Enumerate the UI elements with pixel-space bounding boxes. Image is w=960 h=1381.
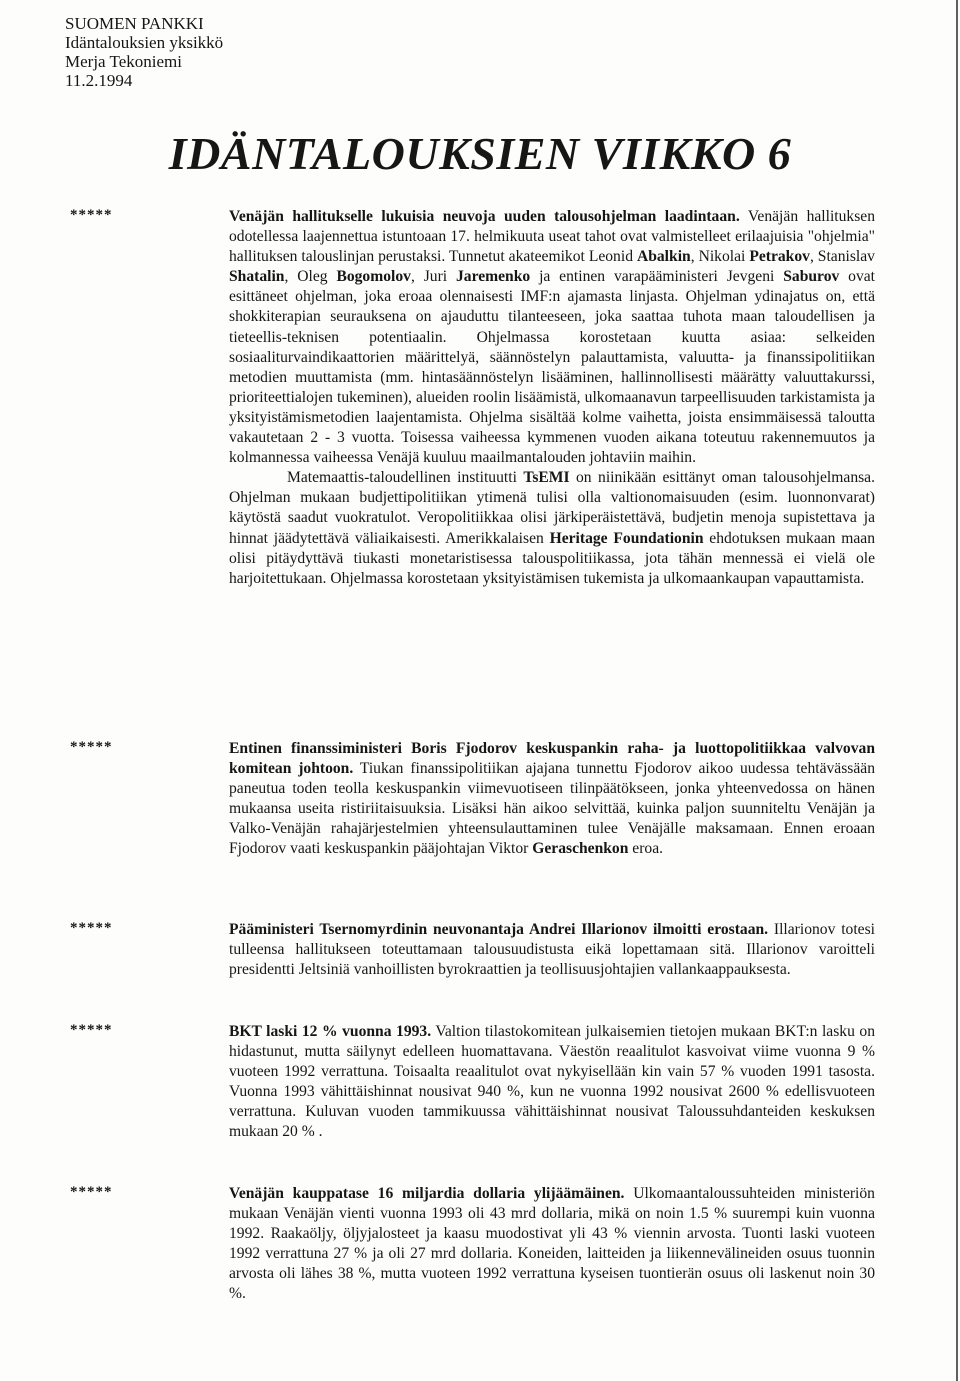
bold-name: Jaremenko [455,268,531,286]
article-headline: Entinen finanssiministeri Boris Fjodorov keskuspankin raha- ja luottopolitiikkaa valvovan komitean johtoon. [229,740,875,778]
article-paragraph [229,1022,875,1143]
article-headline: Pääministeri Tsernomyrdinin neuvonantaja Andrei Illarionov ilmoitti erostaan. [229,921,769,938]
article-headline: BKT laski 12 % vuonna 1993. [229,1023,432,1040]
scan-edge [956,0,958,1381]
org-name: SUOMEN PANKKI [65,14,204,33]
article-text: , Juri [410,268,456,286]
article-text: Venäjän hallituksen odotellessa laajennettua istuntoaan 17. helmikuuta useat tahot ovat valmistelleet erilaajuisia "ohjelmia" hallituksen talouslinjan perustaksi. Tunnetut akateemikot Leonid [229,208,875,266]
article-text: Tiukan finanssipolitiikan ajajana tunnettu Fjodorov aikoo uudessa tehtävässään paneutua toden teolla keskuspankin viimevuotiseen tilinpäätökseen, jonka yhteenvedossa on hänen mukaansa useita ristiriitaisuuksia. Lisäksi hän aikoo selvittää, kuinka paljon suunniteltu Venäjän ja Valko-Venäjän rahajärjestelmien yhteensulauttaminen tulee Venäjälle maksamaan. Ennen eroaan Fjodorov vaati keskuspankin pääjohtajan Viktor [229,760,876,858]
article-text: , Oleg [284,268,337,286]
article-text: ovat esittäneet ohjelman, joka eroaa olennaisesti IMF:n ajamasta linjasta. Ohjelman ydinajatus on, että shokkiterapian seurauksena on ajauduttu tilanteeseen, joka saattaa tuhota maan taloudellisen ja tieteellis-teknisen potentiaalin. Ohjelmassa korostetaan kuutta asiaa: selkeiden sosiaaliturvaindikaattorien määrittelyä, säännöstelyn palauttamista, valuutta- ja finanssipolitiikan metodien muuttamista (mm. hintasäännöstelyn lisääminen, hallinnollisesti määrätty valuuttakurssi, prioriteettialojen tukeminen), alueiden roolin lisäämistä, ulkomaanavun tarpeellisuuden tarkistamista ja yksityistämismetodien laajentamista. Ohjelma sisältää kolme vaihetta, joista ensimmäisessä taloutta vakautetaan 2 - 3 vuotta. Toisessa vaiheessa kymmenen vuoden aikana toteutuu rakennemuutos ja kolmannessa vaiheessa Venäjä kuuluu maailmantalouden johtaviin maihin. [229,268,876,467]
bold-name: Petrakov [749,248,810,266]
article-text: Ulkomaantaloussuhteiden ministeriön mukaan Venäjän vienti vuonna 1993 oli 43 mrd dollaria, mikä on noin 1.5 % suurempi kuin vuonna 1992. Raakaöljy, öljyjalosteet ja kaasu muodostivat yli 43 % viennin arvosta. Tuonti laski vuoteen 1992 verrattuna 27 % ja oli 27 mrd dollaria. Koneiden, laitteiden ja liikennevälineiden osuus tuonnin arvosta oli lähes 38 %, mutta vuoteen 1992 verrattuna kyseisen tuontierän osuus oli laskenut noin 30 %. [229,1185,875,1303]
news-marker: ***** [70,1022,113,1038]
article-headline: Venäjän hallitukselle lukuisia neuvoja uuden talousohjelman laadintaan. [229,208,740,225]
news-marker: ***** [70,920,113,936]
article-text: , Stanislav [809,248,875,266]
document-date: 11.2.1994 [65,71,133,90]
article-paragraph [229,207,875,468]
article-text: eroa. [628,840,664,858]
article-headline: Venäjän kauppatase 16 miljardia dollaria ylijäämäinen. [229,1185,625,1202]
news-text [229,1022,875,1143]
article-text: , Nikolai [690,248,750,266]
document-header [65,14,223,90]
bold-name: Heritage Foundationin [549,529,704,547]
article-text: Matemaattis-taloudellinen instituutti [287,469,524,487]
news-text [229,207,875,589]
article-paragraph [229,1184,875,1305]
author-name: Merja Tekoniemi [65,52,182,71]
bold-name: Bogomolov [336,268,411,286]
bold-name: Abalkin [636,248,691,266]
article-text: ehdotuksen mukaan maan olisi pitäydyttävä tiukasti monetaristisessa talouspolitiikassa, jota tähän mennessä ei vielä ole harjoitettukaan. Ohjelmassa korostetaan yksityistämisen tukemista ja ulkomaankaupan vapauttamista. [229,529,875,587]
news-text [229,920,875,980]
article-text: Illarionov totesi tulleensa hallitukseen toteuttamaan talousuudistusta eikä lopettamaan sitä. Illarionov varoitteli presidentti Jeltsiniä vanhoillisten byrokraattien ja teollisuusjohtajien vallankaappauksesta. [229,921,875,979]
news-text [229,739,875,860]
article-paragraph [229,920,875,980]
news-marker: ***** [70,207,113,223]
article-paragraph-continued [229,468,875,589]
page-title: IDÄNTALOUKSIEN VIIKKO 6 [168,128,792,179]
bold-name: Saburov [783,268,840,286]
unit-name: Idäntalouksien yksikkö [65,33,224,52]
bold-name: TsEMI [523,469,570,487]
news-marker: ***** [70,739,113,755]
article-paragraph [229,739,875,860]
news-text [229,1184,875,1305]
article-text: on niinikään esittänyt oman talousohjelmansa. Ohjelman mukaan budjettipolitiikan ytimenä tulisi olla valtionomaisuuden (esim. luonnonvarat) käytöstä saadut vuokratulot. Veropolitiikkaa olisi järkiperäistettävä, budjetin menoja supistettava ja hinnat jäädytettävä väliaikaisesti. Amerikkalaisen [229,469,876,547]
article-text: ja entinen varapääministeri Jevgeni [530,268,784,286]
article-text: Valtion tilastokomitean julkaisemien tietojen mukaan BKT:n lasku on hidastunut, mutta säilynyt edelleen huomattavana. Väestön reaalitulot kasvoivat viime vuonna 9 % vuoteen 1992 verrattuna. Toisaalta reaalitulot ovat nykyisellään kin vain 57 % vuoden 1991 tasosta. Vuonna 1993 vähittäishinnat nousivat 940 %, kun ne vuonna 1992 nousivat 2600 % edellisvuoteen verrattuna. Kuluvan vuoden tammikuussa vähittäishinnat nousivat Taloussuhdanteiden keskuksen mukaan 20 % . [229,1023,875,1141]
news-marker: ***** [70,1184,113,1200]
bold-name: Geraschenkon [532,840,629,858]
bold-name: Shatalin [229,268,285,286]
